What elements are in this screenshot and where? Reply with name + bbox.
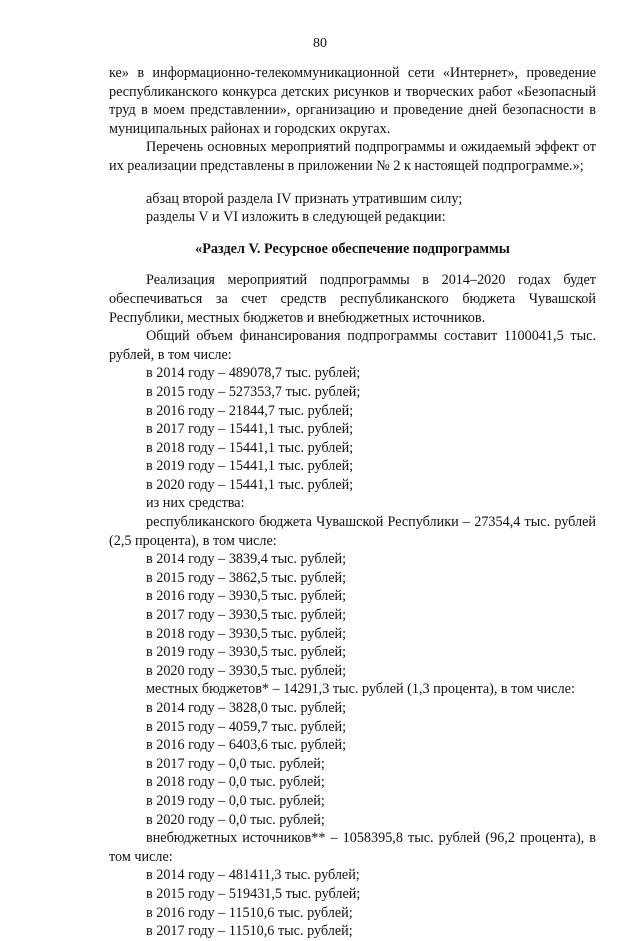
- list-item: в 2017 году – 0,0 тыс. рублей;: [146, 755, 325, 772]
- list-item: в 2015 году – 4059,7 тыс. рублей;: [146, 718, 347, 735]
- list-item: в 2016 году – 11510,6 тыс. рублей;: [146, 904, 353, 921]
- list-item: в 2016 году – 3930,5 тыс. рублей;: [146, 588, 347, 605]
- intro-line-1: ке» в информационно-телекоммуникационной сети «Интернет», проведение: [109, 65, 596, 81]
- page-number: 80: [313, 36, 327, 51]
- list-item: в 2014 году – 489078,7 тыс. рублей;: [146, 365, 361, 382]
- abzac-paragraph: абзац второй раздела IV признать утратившим силу;: [146, 190, 463, 207]
- list-item: в 2018 году – 15441,1 тыс. рублей;: [146, 439, 354, 456]
- list-item: в 2020 году – 15441,1 тыс. рублей;: [146, 476, 354, 493]
- list-item: в 2014 году – 3828,0 тыс. рублей;: [146, 700, 347, 716]
- list-item: в 2015 году – 3862,5 тыс. рублей;: [146, 569, 347, 586]
- list-item: в 2017 году – 11510,6 тыс. рублей;: [146, 923, 353, 940]
- list-item: в 2020 году – 3930,5 тыс. рублей;: [146, 662, 347, 679]
- list-item: в 2018 году – 3930,5 тыс. рублей;: [146, 625, 347, 642]
- list-item: в 2016 году – 21844,7 тыс. рублей;: [146, 402, 354, 419]
- list-item: в 2016 году – 6403,6 тыс. рублей;: [146, 737, 347, 754]
- list-item: в 2014 году – 481411,3 тыс. рублей;: [146, 867, 360, 884]
- list-item: в 2017 году – 15441,1 тыс. рублей;: [146, 421, 354, 438]
- extrabudget-header: внебюджетных источников** – 1058395,8 тыс. рублей (96,2 процента), в том числе:: [109, 830, 596, 865]
- list-item: в 2019 году – 3930,5 тыс. рублей;: [146, 644, 347, 661]
- section-heading: «Раздел V. Ресурсное обеспечение подпрограммы: [195, 240, 510, 257]
- extrabudget-list: [109, 866, 596, 940]
- local-budget-header: местных бюджетов* – 14291,3 тыс. рублей (1,3 процента), в том числе:: [146, 681, 575, 698]
- razdely-paragraph: разделы V и VI изложить в следующей редакции:: [146, 209, 446, 226]
- document-body: [109, 64, 596, 941]
- list-item: в 2014 году – 3839,4 тыс. рублей;: [146, 551, 347, 568]
- resp-budget-header: республиканского бюджета Чувашской Республики – 27354,4 тыс. рублей (2,5 процента), в том числе:: [109, 514, 596, 549]
- obshiy-paragraph: Общий объем финансирования подпрограммы составит 1100041,5 тыс. рублей, в том числе:: [109, 328, 596, 363]
- perechen-paragraph: Перечень основных мероприятий подпрограммы и ожидаемый эффект от их реализации представлены в приложении № 2 к настоящей подпрограмме.»;: [109, 139, 596, 174]
- total-years-list: [109, 364, 596, 494]
- list-item: в 2019 году – 0,0 тыс. рублей;: [146, 792, 325, 809]
- iz-nih-line: из них средства:: [146, 495, 245, 512]
- local-budget-list: [109, 699, 596, 829]
- realizaciya-paragraph: Реализация мероприятий подпрограммы в 2014–2020 годах будет обеспечиваться за счет средств республиканского бюджета Чувашской Республики, местных бюджетов и внебюджетных источников.: [109, 272, 596, 326]
- intro-continuation: республиканского конкурса детских рисунков и творческих работ «Безопасный труд в моем представлении», организацию и проведение дней безопасности в муниципальных районах и городских округах.: [109, 83, 596, 137]
- resp-budget-list: [109, 550, 596, 680]
- list-item: в 2018 году – 0,0 тыс. рублей;: [146, 774, 325, 791]
- list-item: в 2019 году – 15441,1 тыс. рублей;: [146, 458, 354, 475]
- list-item: в 2017 году – 3930,5 тыс. рублей;: [146, 607, 347, 624]
- list-item: в 2020 году – 0,0 тыс. рублей;: [146, 811, 325, 828]
- list-item: в 2015 году – 527353,7 тыс. рублей;: [146, 383, 361, 400]
- list-item: в 2015 году – 519431,5 тыс. рублей;: [146, 885, 361, 902]
